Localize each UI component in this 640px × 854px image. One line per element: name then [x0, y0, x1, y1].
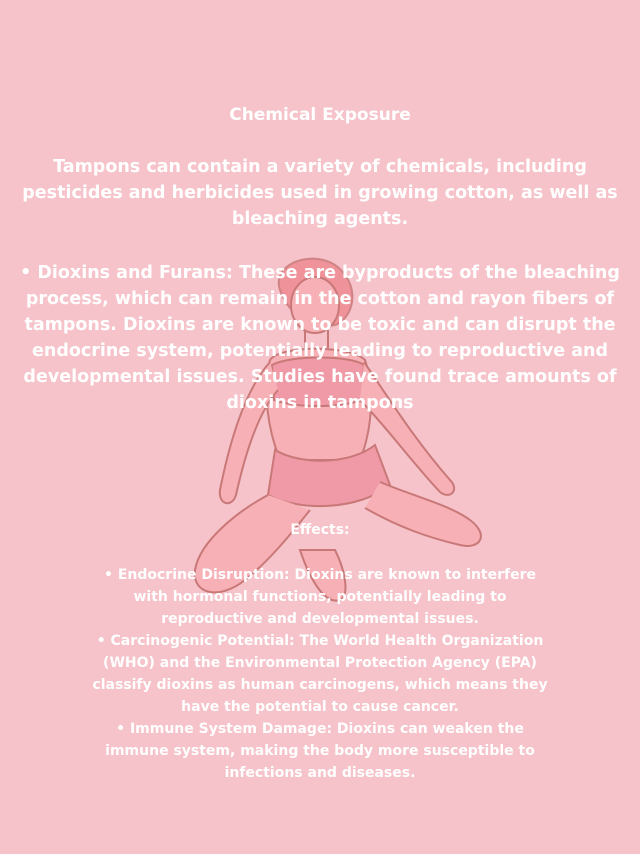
intro-paragraph: Tampons can contain a variety of chemicals, including pesticides and herbicides used in growing cotton, as well as bleaching agents. [22, 157, 618, 229]
list-item: • Endocrine Disruption: Dioxins are known to interfere with hormonal functions, potentially leading to reproductive and developmental issues. [104, 567, 536, 627]
effects-list [90, 564, 550, 784]
dioxins-paragraph: • Dioxins and Furans: These are byproducts of the bleaching process, which can remain in the cotton and rayon fibers of tampons. Dioxins are known to be toxic and can disrupt the endocrine system, potentially leading to reproductive and developmental issues. Studies have found trace amounts of dioxins in tampons [20, 263, 620, 413]
effects-heading: Effects: [290, 522, 350, 538]
list-item: • Carcinogenic Potential: The World Health Organization (WHO) and the Environmental Protection Agency (EPA) classify dioxins as human carcinogens, which means they have the potential to cause cancer. [92, 633, 548, 715]
page-title: Chemical Exposure [229, 105, 411, 125]
list-item: • Immune System Damage: Dioxins can weaken the immune system, making the body more susceptible to infections and diseases. [105, 721, 535, 781]
